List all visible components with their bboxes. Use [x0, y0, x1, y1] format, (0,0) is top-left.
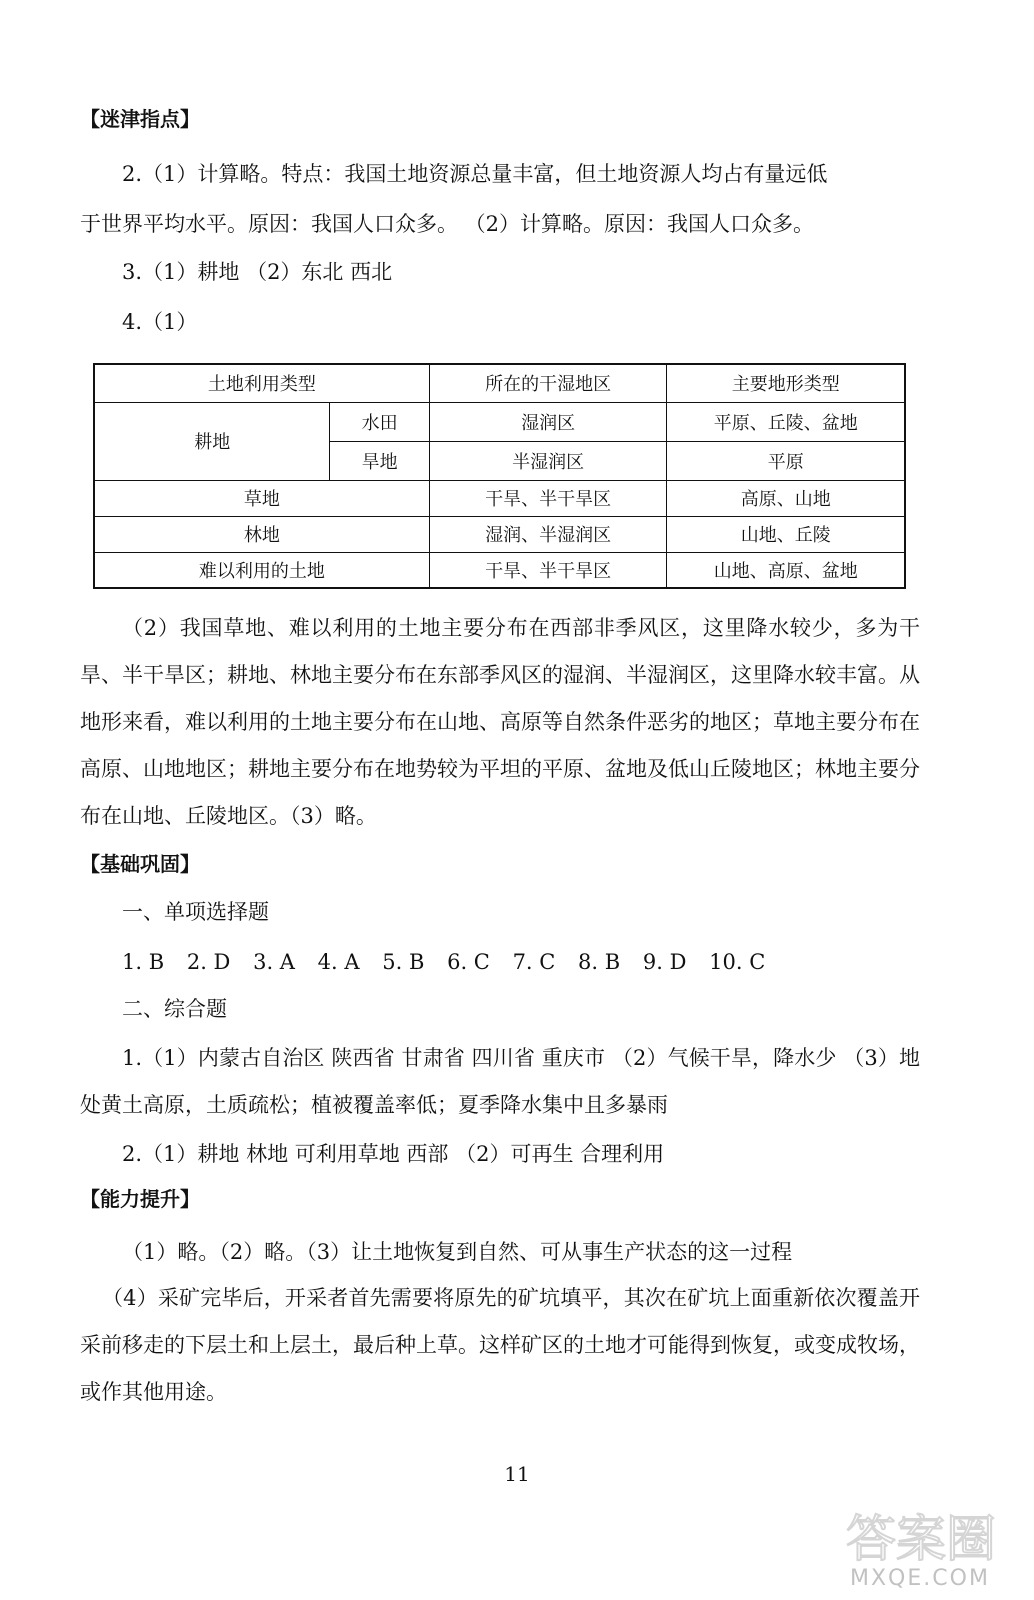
- answer: 4. A: [317, 950, 360, 974]
- table-cell-terrain: 山地、丘陵: [667, 516, 905, 552]
- table-cell-terrain: 平原、丘陵、盆地: [667, 402, 905, 441]
- table-cell-zone: 干旱、半干旱区: [429, 552, 667, 588]
- comprehensive-q2: 2.（1）耕地 林地 可利用草地 西部 （2）可再生 合理利用: [122, 1142, 665, 1166]
- table-cell-type: 难以利用的土地: [94, 552, 429, 588]
- land-use-table: [93, 363, 906, 589]
- table-cell-terrain: 山地、高原、盆地: [667, 552, 905, 588]
- q4-part2: （2）我国草地、难以利用的土地主要分布在西部非季风区，这里降水较少，多为干旱、半干旱区；耕地、林地主要分布在东部季风区的湿润、半湿润区，这里降水较丰富。从地形来看，难以利用的土地主要分布在山地、高原等自然条件恶劣的地区；草地主要分布在高原、山地地区；耕地主要分布在地势较为平坦的平原、盆地及低山丘陵地区；林地主要分布在山地、丘陵地区。（3）略。: [80, 616, 920, 828]
- table-header-zone: 所在的干湿地区: [429, 364, 667, 402]
- answer: 2. D: [186, 950, 231, 974]
- table-cell-terrain: 高原、山地: [667, 480, 905, 516]
- q4-label: 4.（1）: [122, 310, 198, 334]
- answer: 8. B: [578, 950, 621, 974]
- table-cell-gengdi: 耕地: [94, 402, 330, 480]
- q2-line2: 于世界平均水平。原因：我国人口众多。 （2）计算略。原因：我国人口众多。: [80, 212, 815, 236]
- answer: 6. C: [447, 950, 490, 974]
- ability-part4: （4）采矿完毕后，开采者首先需要将原先的矿坑填平，其次在矿坑上面重新依次覆盖开采前移走的下层土和上层土，最后种上草。这样矿区的土地才可能得到恢复，或变成牧场，或作其他用途。: [80, 1286, 920, 1404]
- table-cell-zone: 湿润区: [429, 402, 667, 441]
- comprehensive-q1: 1.（1）内蒙古自治区 陕西省 甘肃省 四川省 重庆市 （2）气候干旱，降水少 （3）地处黄土高原，土质疏松；植被覆盖率低；夏季降水集中且多暴雨: [80, 1046, 920, 1117]
- table-header-type: 土地利用类型: [94, 364, 429, 402]
- answer: 9. D: [642, 950, 687, 974]
- page-number: 11: [504, 1462, 530, 1486]
- section-heading-jichu: 【基础巩固】: [80, 852, 200, 876]
- q2-line1: 2.（1）计算略。特点：我国土地资源总量丰富，但土地资源人均占有量远低: [122, 162, 828, 186]
- table-cell-type: 林地: [94, 516, 429, 552]
- choice-title: 一、单项选择题: [122, 900, 269, 924]
- table-cell-zone: 湿润、半湿润区: [429, 516, 667, 552]
- section-heading-nengli: 【能力提升】: [80, 1187, 200, 1211]
- table-cell-zone: 半湿润区: [429, 441, 667, 480]
- table-header-terrain: 主要地形类型: [667, 364, 905, 402]
- answer: 5. B: [382, 950, 425, 974]
- table-cell-sub: 旱地: [330, 441, 429, 480]
- answer: 1. B: [122, 950, 165, 974]
- comprehensive-title: 二、综合题: [122, 997, 227, 1021]
- choice-answers: [80, 938, 920, 986]
- table-cell-terrain: 平原: [667, 441, 905, 480]
- answer: 7. C: [512, 950, 556, 974]
- svg-text:答案圈: 答案圈: [846, 1510, 996, 1568]
- watermark-site: MXQE.COM: [850, 1566, 990, 1591]
- answer: 3. A: [253, 950, 295, 974]
- answer: 10. C: [709, 950, 766, 974]
- section-heading-mijin: 【迷津指点】: [80, 107, 200, 131]
- table-cell-sub: 水田: [330, 402, 429, 441]
- q3-answer: 3.（1）耕地 （2）东北 西北: [122, 260, 393, 284]
- table-cell-zone: 干旱、半干旱区: [429, 480, 667, 516]
- table-cell-type: 草地: [94, 480, 429, 516]
- ability-line1: （1）略。（2）略。（3）让土地恢复到自然、可从事生产状态的这一过程: [122, 1240, 793, 1264]
